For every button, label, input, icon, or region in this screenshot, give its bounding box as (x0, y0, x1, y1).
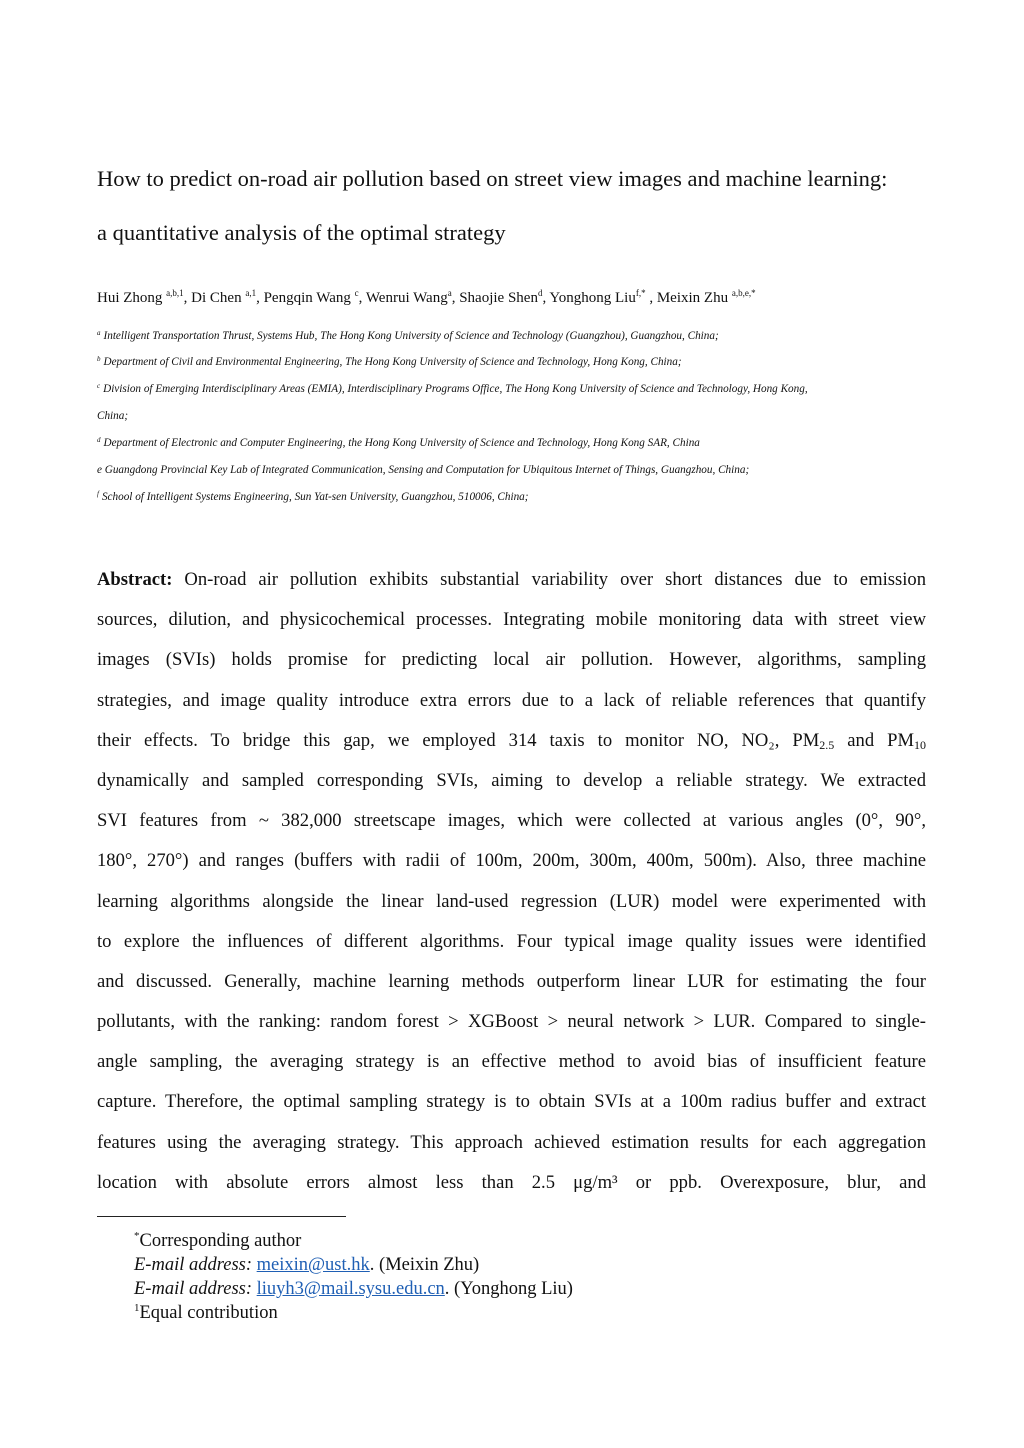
affiliation-a: $^a$ Intelligent Transportation Thrust, Systems Hub, The Hong Kong University of Science and Technology (Guangzhou), Guangzhou, China; (97, 329, 719, 342)
abstract-line: Abstract: On-road air pollution exhibits substantial variability over short distances due to emission (97, 569, 926, 590)
footnote-email-1: E-mail address: meixin@ust.hk. (Meixin Zhu) (134, 1255, 480, 1275)
affiliation-c: $^c$ Division of Emerging Interdisciplinary Areas (EMIA), Interdisciplinary Programs Office, The Hong Kong University of Science and Technology, Hong Kong, (97, 382, 808, 395)
abstract-line: images (SVIs) holds promise for predicting local air pollution. However, algorithms, sampling (97, 649, 926, 671)
affiliation-d: $^d$ Department of Electronic and Computer Engineering, the Hong Kong University of Science and Technology, Hong Kong SAR, China (97, 436, 700, 449)
abstract-line: 180°, 270°) and ranges (buffers with radii of 100m, 200m, 300m, 400m, 500m). Also, three machine (97, 850, 926, 872)
affiliation-e: e Guangdong Provincial Key Lab of Integrated Communication, Sensing and Computation for Ubiquitous Internet of Things, Guangzhou, China; (97, 464, 750, 476)
abstract (97, 560, 926, 1203)
abstract-line: learning algorithms alongside the linear land-used regression (LUR) model were experimented with (97, 890, 926, 912)
abstract-line: sources, dilution, and physicochemical processes. Integrating mobile monitoring data with street view (97, 609, 926, 631)
author: Wenrui Wang$^a$, (365, 288, 460, 306)
footnote-divider (97, 1216, 346, 1217)
affiliation-b: $^b$ Department of Civil and Environmental Engineering, The Hong Kong University of Science and Technology, Hong Kong, China; (97, 355, 682, 368)
abstract-line: dynamically and sampled corresponding SVIs, aiming to develop a reliable strategy. We extracted (97, 769, 926, 791)
author: Di Chen $^{a,1}$, (191, 288, 264, 306)
abstract-line: pollutants, with the ranking: random forest > XGBoost > neural network > LUR. Compared to single- (97, 1011, 926, 1033)
footnote-email-2: E-mail address: liuyh3@mail.sysu.edu.cn. (Yonghong Liu) (134, 1279, 573, 1299)
abstract-line: their effects. To bridge this gap, we employed 314 taxis to monitor NO, NO₂, $PM_{2.5}$ and $PM_{10}$ (97, 729, 926, 752)
abstract-line: angle sampling, the averaging strategy is an effective method to avoid bias of insufficient feature (97, 1051, 926, 1073)
author: Shaojie Shen$^d$, (459, 288, 550, 306)
author: Yonghong Liu$^{f,*}$ , (549, 288, 657, 306)
footnote-equal-contribution: $^1$Equal contribution (134, 1302, 278, 1323)
affiliation-c-continued: China; (97, 410, 129, 422)
author-list (97, 290, 756, 307)
email-link-meixin[interactable]: meixin@ust.hk (256, 1255, 370, 1275)
email-link-yonghong[interactable]: liuyh3@mail.sysu.edu.cn (256, 1279, 445, 1299)
footnote-corresponding: *Corresponding author (134, 1230, 302, 1251)
abstract-line: to explore the influences of different algorithms. Four typical image quality issues were identified (97, 930, 926, 952)
author: Hui Zhong $^{a,b,1}$, (97, 288, 192, 306)
paper-title-line-2: a quantitative analysis of the optimal strategy (97, 220, 506, 245)
abstract-label: Abstract: (97, 569, 173, 590)
abstract-line: features using the averaging strategy. This approach achieved estimation results for each aggregation (97, 1131, 926, 1153)
affiliation-f: $^f$ School of Intelligent Systems Engineering, Sun Yat-sen University, Guangzhou, 510006, China; (97, 490, 529, 503)
abstract-line: and discussed. Generally, machine learning methods outperform linear LUR for estimating the four (97, 970, 926, 992)
author: Pengqin Wang $^c$, (263, 288, 366, 306)
abstract-line: strategies, and image quality introduce extra errors due to a lack of reliable references that quantify (97, 689, 926, 711)
abstract-line: capture. Therefore, the optimal sampling strategy is to obtain SVIs at a 100m radius buffer and extract (97, 1091, 926, 1113)
paper-title-line-1: How to predict on-road air pollution based on street view images and machine learning: (97, 166, 888, 191)
abstract-line: SVI features from ~ 382,000 streetscape images, which were collected at various angles (0°, 90°, (97, 810, 926, 832)
author: Meixin Zhu $^{a,b,e,*}$ (656, 288, 756, 306)
abstract-line: location with absolute errors almost less than 2.5 μg/m³ or ppb. Overexposure, blur, and (97, 1171, 926, 1193)
